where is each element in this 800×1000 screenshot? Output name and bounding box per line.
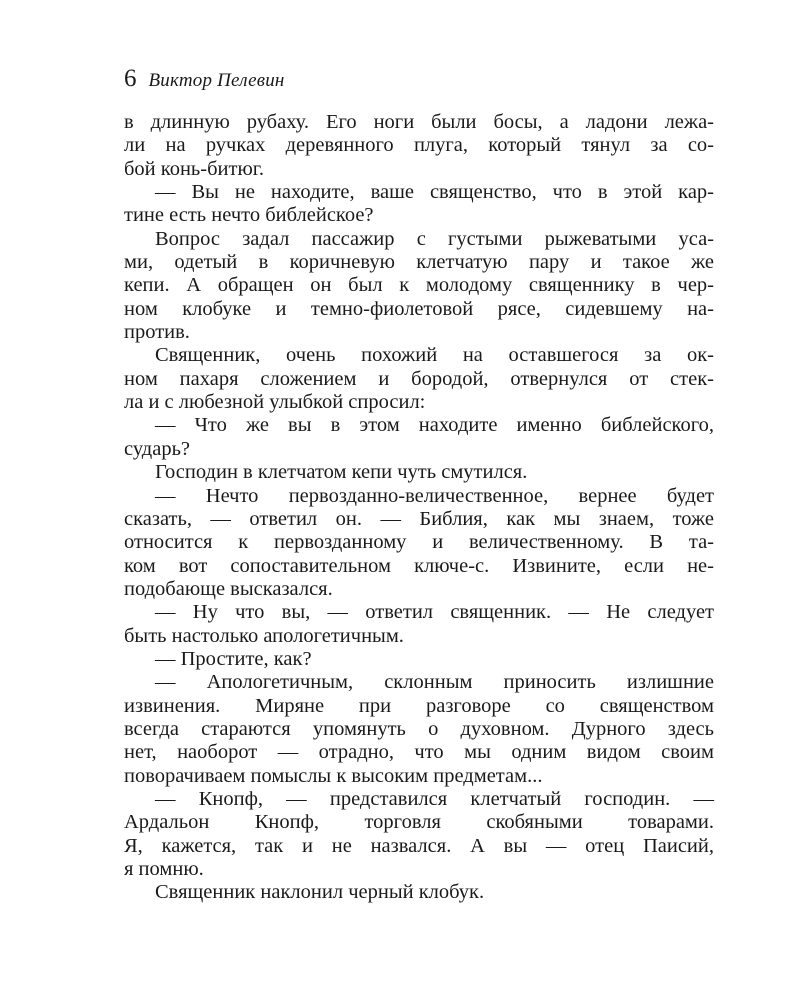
text-line: — Простите, как?	[155, 647, 312, 670]
text-line: быть настолько апологетичным.	[124, 624, 404, 647]
text-line: Я, кажется, так и не назвался. А вы — отец Паисий,	[124, 834, 714, 857]
text-line: — Апологетичным, склонным приносить излишние	[155, 671, 714, 694]
text-line: бой конь-битюг.	[124, 157, 264, 180]
text-line: ла и с любезной улыбкой спросил:	[124, 391, 426, 414]
text-line: — Ну что вы, — ответил священник. — Не следует	[155, 601, 714, 624]
text-line: — Что же вы в этом находите именно библейского,	[155, 414, 714, 437]
text-line: Священник, очень похожий на оставшегося за ок-	[155, 344, 714, 367]
text-line: в длинную рубаху. Его ноги были босы, а ладони лежа-	[124, 111, 714, 133]
text-line: — Кнопф, — представился клетчатый господин. —	[155, 787, 714, 810]
text-line: нет, наоборот — отрадно, что мы одним видом своим	[124, 741, 714, 764]
page-number: 6	[124, 65, 137, 92]
text-line: ком вот сопоставительном ключе-с. Извините, если не-	[124, 554, 714, 577]
text-line: тине есть нечто библейское?	[124, 204, 374, 227]
text-line: ном клобуке и темно-фиолетовой рясе, сидевшему на-	[124, 297, 714, 320]
text-line: Священник наклонил черный клобук.	[155, 881, 485, 904]
text-line: относится к первозданному и величественному. В та-	[124, 531, 714, 554]
text-line: сударь?	[124, 437, 191, 460]
text-line: сказать, — ответил он. — Библия, как мы знаем, тоже	[124, 507, 714, 530]
text-line: поворачиваем помыслы к высоким предметам...	[124, 764, 543, 787]
text-line: — Нечто первозданно-величественное, вернее будет	[155, 484, 714, 507]
text-line: всегда стараются упомянуть о духовном. Дурного здесь	[124, 717, 714, 740]
text-line: кепи. А обращен он был к молодому священнику в чер-	[124, 274, 714, 297]
text-line: извинения. Миряне при разговоре со священством	[124, 694, 714, 717]
text-line: подобающе высказался.	[124, 577, 333, 600]
text-line: ли на ручках деревянного плуга, который тянул за со-	[124, 134, 714, 157]
text-line: против.	[124, 321, 190, 344]
text-line: — Вы не находите, ваше священство, что в этой кар-	[155, 181, 714, 204]
running-title: Виктор Пелевин	[148, 70, 285, 91]
text-line: ми, одетый в коричневую клетчатую пару и такое же	[124, 251, 714, 274]
running-header	[124, 66, 285, 92]
text-body	[124, 111, 714, 905]
text-line: ном пахаря сложением и бородой, отвернулся от стек-	[124, 367, 714, 390]
text-line: Господин в клетчатом кепи чуть смутился.	[155, 461, 528, 484]
text-line: я помню.	[124, 858, 204, 880]
text-line: Ардальон Кнопф, торговля скобяными товарами.	[124, 811, 714, 834]
text-line: Вопрос задал пассажир с густыми рыжеватыми уса-	[155, 227, 714, 250]
